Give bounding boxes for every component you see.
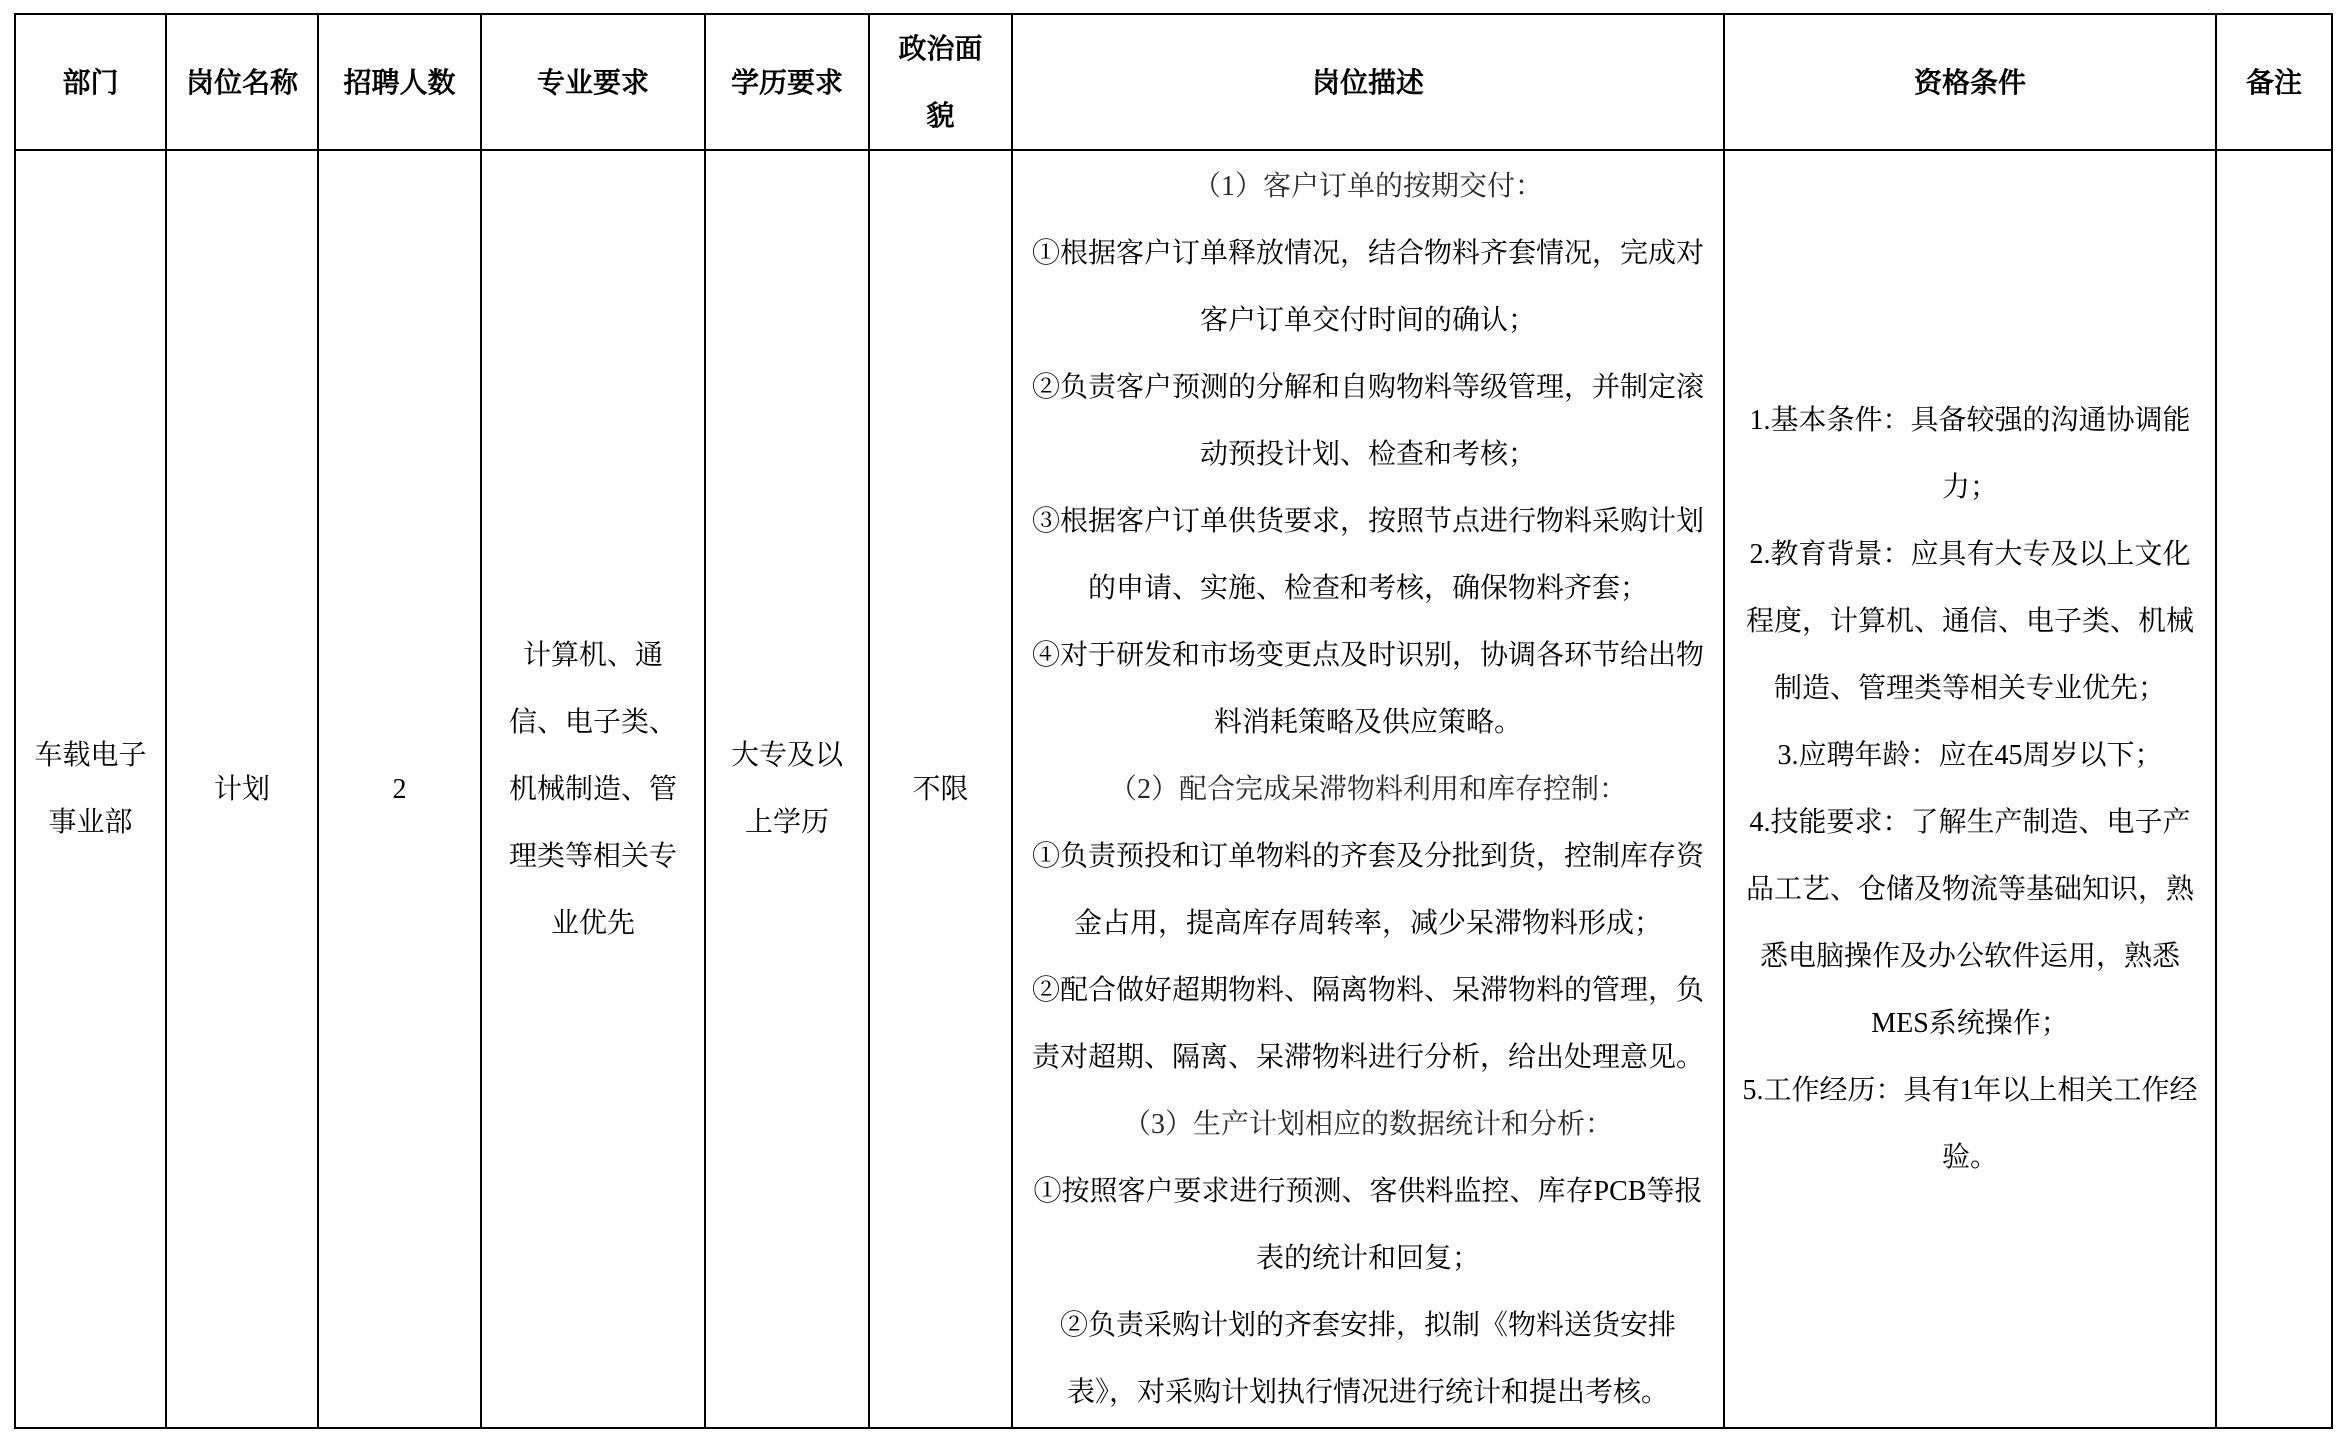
text-line: 部门 bbox=[62, 65, 119, 99]
text-line: 招聘人数 bbox=[343, 65, 456, 99]
text-line: 表》，对采购计划执行情况进行统计和提出考核。 bbox=[1066, 1376, 1669, 1408]
cell-remarks bbox=[2217, 151, 2333, 1429]
text-line: ①根据客户订单释放情况，结合物料齐套情况，完成对 bbox=[1031, 237, 1704, 269]
text-line: 岗位描述 bbox=[1311, 65, 1424, 99]
text-line: 不限 bbox=[912, 773, 969, 805]
text-line: 信、电子类、 bbox=[508, 706, 677, 738]
column-header-department bbox=[16, 15, 167, 151]
cell-education bbox=[706, 151, 870, 1429]
column-header-remarks bbox=[2217, 15, 2333, 151]
text-line: MES系统操作； bbox=[1871, 1008, 2069, 1039]
cell-position bbox=[167, 151, 319, 1429]
column-header-position bbox=[167, 15, 319, 151]
cell-political-status bbox=[870, 151, 1013, 1429]
section-heading: （2）配合完成呆滞物料利用和库存控制： bbox=[1108, 773, 1627, 805]
column-header-major bbox=[482, 15, 706, 151]
text-line: 料消耗策略及供应策略。 bbox=[1213, 706, 1522, 738]
text-line: 的申请、实施、检查和考核，确保物料齐套； bbox=[1087, 572, 1648, 604]
text-line: 力； bbox=[1941, 472, 1998, 503]
text-line: 计划 bbox=[213, 773, 270, 805]
text-line: 悉电脑操作及办公软件运用，熟悉 bbox=[1759, 941, 2180, 972]
text-line: 学历要求 bbox=[730, 65, 843, 99]
section-heading: （3）生产计划相应的数据统计和分析： bbox=[1122, 1108, 1613, 1140]
column-header-political-status bbox=[870, 15, 1013, 151]
cell-major bbox=[482, 151, 706, 1429]
column-header-education bbox=[706, 15, 870, 151]
text-line: 业优先 bbox=[550, 907, 635, 939]
text-line: ④对于研发和市场变更点及时识别，协调各环节给出物 bbox=[1031, 639, 1704, 671]
text-line: 理类等相关专 bbox=[508, 840, 677, 872]
text-line: 动预投计划、检查和考核； bbox=[1199, 438, 1536, 470]
text-line: 备注 bbox=[2245, 65, 2302, 99]
text-line: 资格条件 bbox=[1913, 65, 2026, 99]
text-line: 车载电子 bbox=[34, 740, 147, 771]
section-heading: （1）客户订单的按期交付： bbox=[1192, 170, 1543, 202]
text-line: 责对超期、隔离、呆滞物料进行分析，给出处理意见。 bbox=[1031, 1041, 1704, 1073]
text-line: ①负责预投和订单物料的齐套及分批到货，控制库存资 bbox=[1031, 840, 1704, 872]
column-header-qualifications bbox=[1725, 15, 2217, 151]
cell-headcount bbox=[319, 151, 482, 1429]
text-line: 大专及以 bbox=[730, 740, 843, 771]
text-line: 事业部 bbox=[48, 807, 133, 838]
cell-description bbox=[1013, 151, 1725, 1429]
text-line: 岗位名称 bbox=[185, 65, 298, 99]
text-line: 貌 bbox=[926, 99, 955, 132]
text-line: ①按照客户要求进行预测、客供料监控、库存PCB等报 bbox=[1033, 1175, 1703, 1207]
headcount-value: 2 bbox=[392, 773, 407, 805]
column-header-headcount bbox=[319, 15, 482, 151]
cell-qualifications bbox=[1725, 151, 2217, 1429]
text-line: 3.应聘年龄：应在45周岁以下； bbox=[1777, 740, 2163, 771]
text-line: ②负责客户预测的分解和自购物料等级管理，并制定滚 bbox=[1031, 371, 1704, 403]
text-line: 专业要求 bbox=[536, 65, 649, 99]
text-line: 表的统计和回复； bbox=[1255, 1242, 1480, 1274]
text-line: 客户订单交付时间的确认； bbox=[1199, 304, 1536, 336]
text-line: 制造、管理类等相关专业优先； bbox=[1773, 673, 2166, 704]
text-line: 品工艺、仓储及物流等基础知识，熟 bbox=[1745, 874, 2194, 905]
text-line: 机械制造、管 bbox=[508, 773, 677, 805]
text-line: 政治面 bbox=[898, 32, 983, 65]
text-line: 2.教育背景：应具有大专及以上文化 bbox=[1749, 539, 2191, 570]
text-line: 验。 bbox=[1941, 1142, 1998, 1173]
column-header-description bbox=[1013, 15, 1725, 151]
text-line: 金占用，提高库存周转率，减少呆滞物料形成； bbox=[1073, 907, 1662, 939]
text-line: 计算机、通 bbox=[522, 639, 663, 671]
text-line: ②负责采购计划的齐套安排，拟制《物料送货安排 bbox=[1059, 1309, 1676, 1341]
text-line: 1.基本条件：具备较强的沟通协调能 bbox=[1749, 405, 2191, 436]
cell-department bbox=[16, 151, 167, 1429]
text-line: 4.技能要求：了解生产制造、电子产 bbox=[1749, 807, 2191, 838]
text-line: 程度，计算机、通信、电子类、机械 bbox=[1745, 606, 2194, 637]
text-line: 上学历 bbox=[744, 807, 829, 838]
text-line: ③根据客户订单供货要求，按照节点进行物料采购计划 bbox=[1031, 505, 1704, 537]
text-line: 5.工作经历：具有1年以上相关工作经 bbox=[1742, 1075, 2198, 1106]
job-posting-table bbox=[14, 13, 2333, 1429]
text-line: ②配合做好超期物料、隔离物料、呆滞物料的管理，负 bbox=[1031, 974, 1704, 1006]
